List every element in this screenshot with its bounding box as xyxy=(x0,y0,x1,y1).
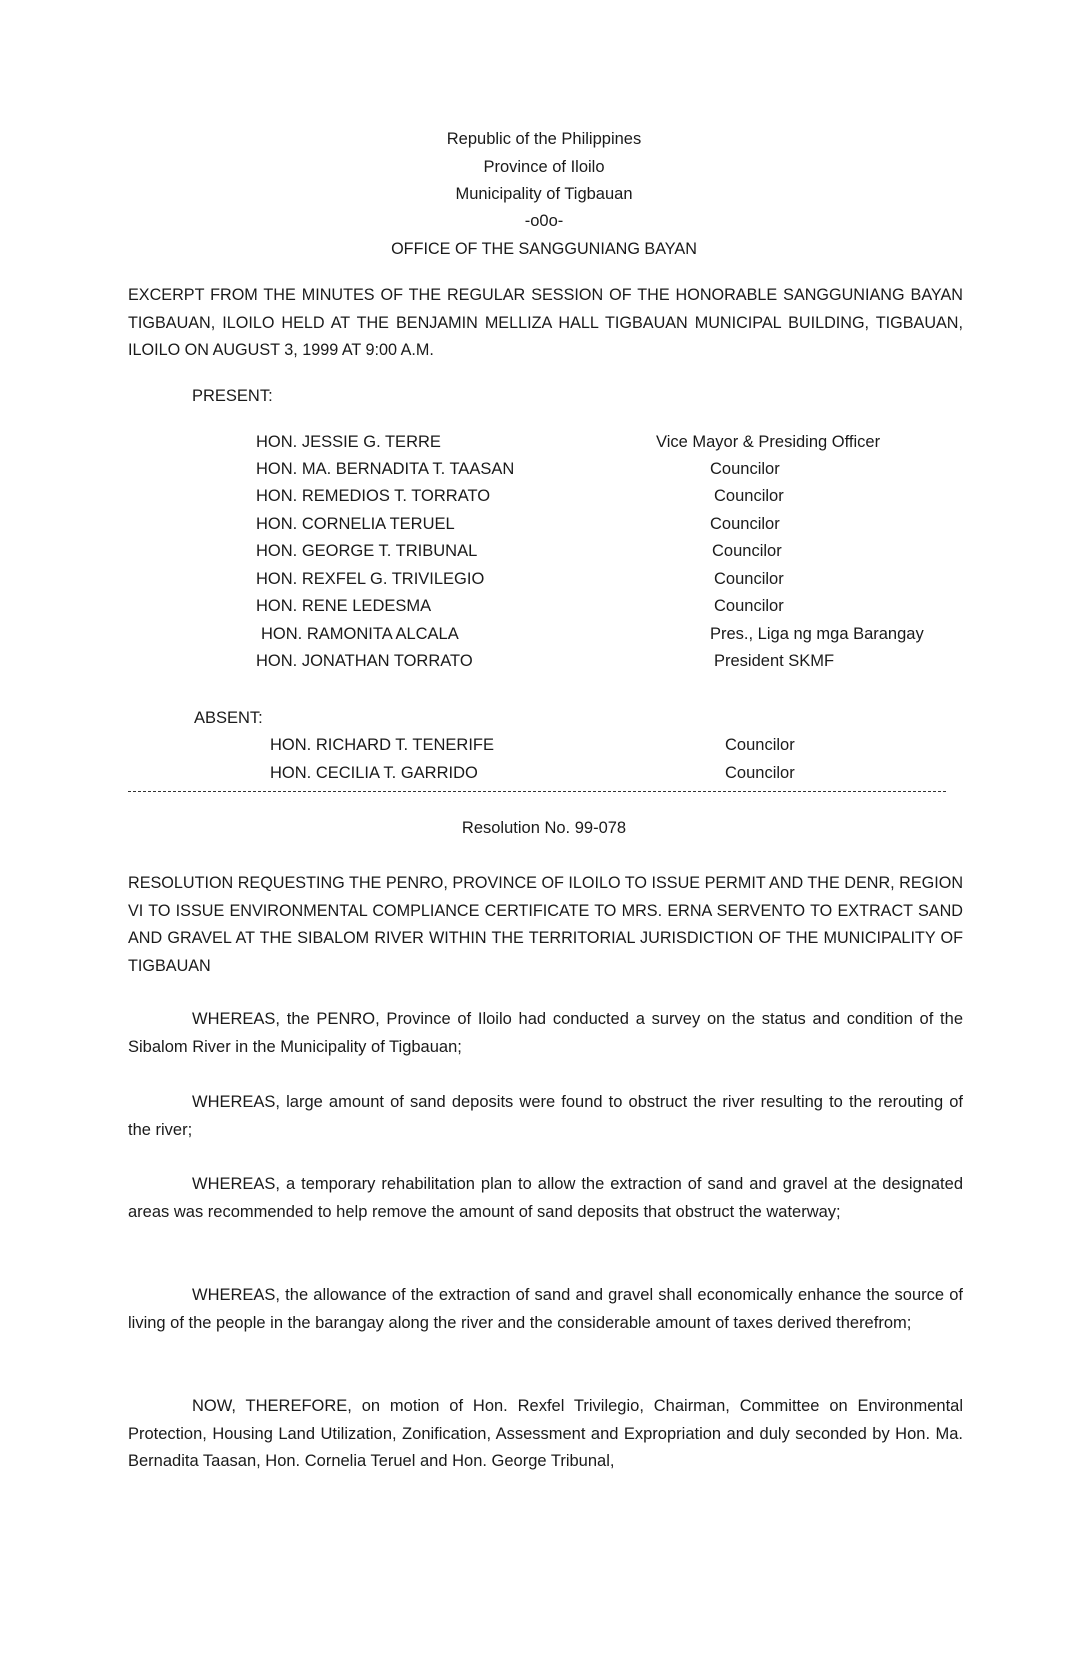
excerpt-paragraph: EXCERPT FROM THE MINUTES OF THE REGULAR SESSION OF THE HONORABLE SANGGUNIANG BAYAN TIGBAUAN, ILOILO HELD AT THE BENJAMIN MELLIZA HALL TIGBAUAN MUNICIPAL BUILDING, TIGBAUAN, ILOILO ON AUGUST 3, 1999 AT 9:00 A.M. xyxy=(128,286,963,360)
motion-paragraph: NOW, THEREFORE, on motion of Hon. Rexfel Trivilegio, Chairman, Committee on Environmental Protection, Housing Land Utilization, Zonification, Assessment and Expropriation and duly seconded by Hon. Ma. Bernadita Taasan, Hon. Cornelia Teruel and Hon. George Tribunal, xyxy=(128,1397,963,1471)
absent-member-name: HON. RICHARD T. TENERIFE xyxy=(270,736,494,754)
whereas-clause: WHEREAS, large amount of sand deposits were found to obstruct the river resulting to the rerouting of the river; xyxy=(128,1093,963,1139)
present-member-title: Councilor xyxy=(710,515,780,533)
whereas-clause: WHEREAS, the PENRO, Province of Iloilo had conducted a survey on the status and condition of the Sibalom River in the Municipality of Tigbauan; xyxy=(128,1010,963,1056)
present-member-title: Pres., Liga ng mga Barangay xyxy=(710,625,924,643)
present-member-name: HON. RENE LEDESMA xyxy=(256,597,432,615)
present-member-title: Councilor xyxy=(712,542,782,560)
present-member-name: HON. JESSIE G. TERRE xyxy=(256,433,441,451)
header-ornament: -o0o- xyxy=(524,212,564,230)
present-member-name: HON. REXFEL G. TRIVILEGIO xyxy=(256,570,485,588)
resolution-number: Resolution No. 99-078 xyxy=(461,819,627,837)
present-member-name: HON. CORNELIA TERUEL xyxy=(256,515,455,533)
whereas-clause: WHEREAS, a temporary rehabilitation plan to allow the extraction of sand and gravel at the designated areas was recommended to help remove the amount of sand deposits that obstruct the waterway; xyxy=(128,1175,963,1221)
present-member-title: Councilor xyxy=(714,570,784,588)
present-member-name: HON. RAMONITA ALCALA xyxy=(261,625,459,643)
present-member-name: HON. REMEDIOS T. TORRATO xyxy=(256,487,491,505)
absent-member-name: HON. CECILIA T. GARRIDO xyxy=(270,764,478,782)
present-member-title: Councilor xyxy=(710,460,780,478)
present-member-name: HON. GEORGE T. TRIBUNAL xyxy=(256,542,478,560)
header-republic: Republic of the Philippines xyxy=(446,130,642,148)
absent-member-title: Councilor xyxy=(725,736,795,754)
section-divider xyxy=(128,791,946,792)
present-member-name: HON. MA. BERNADITA T. TAASAN xyxy=(256,460,515,478)
header-province: Province of Iloilo xyxy=(483,158,605,176)
present-member-title: Councilor xyxy=(714,597,784,615)
header-office: OFFICE OF THE SANGGUNIANG BAYAN xyxy=(391,240,697,258)
present-member-name: HON. JONATHAN TORRATO xyxy=(256,652,473,670)
present-label: PRESENT: xyxy=(192,387,273,405)
whereas-clause: WHEREAS, the allowance of the extraction of sand and gravel shall economically enhance the source of living of the people in the barangay along the river and the considerable amount of taxes derived therefrom; xyxy=(128,1286,963,1332)
present-member-title: Vice Mayor & Presiding Officer xyxy=(656,433,881,451)
present-member-title: President SKMF xyxy=(714,652,835,670)
header-municipality: Municipality of Tigbauan xyxy=(455,185,633,203)
resolution-title: RESOLUTION REQUESTING THE PENRO, PROVINCE OF ILOILO TO ISSUE PERMIT AND THE DENR, REGION VI TO ISSUE ENVIRONMENTAL COMPLIANCE CERTIFICATE TO MRS. ERNA SERVENTO TO EXTRACT SAND AND GRAVEL AT THE SIBALOM RIVER WITHIN THE TERRITORIAL JURISDICTION OF THE MUNICIPALITY OF TIGBAUAN xyxy=(128,874,964,975)
present-member-title: Councilor xyxy=(714,487,784,505)
absent-label: ABSENT: xyxy=(194,709,263,727)
absent-member-title: Councilor xyxy=(725,764,795,782)
